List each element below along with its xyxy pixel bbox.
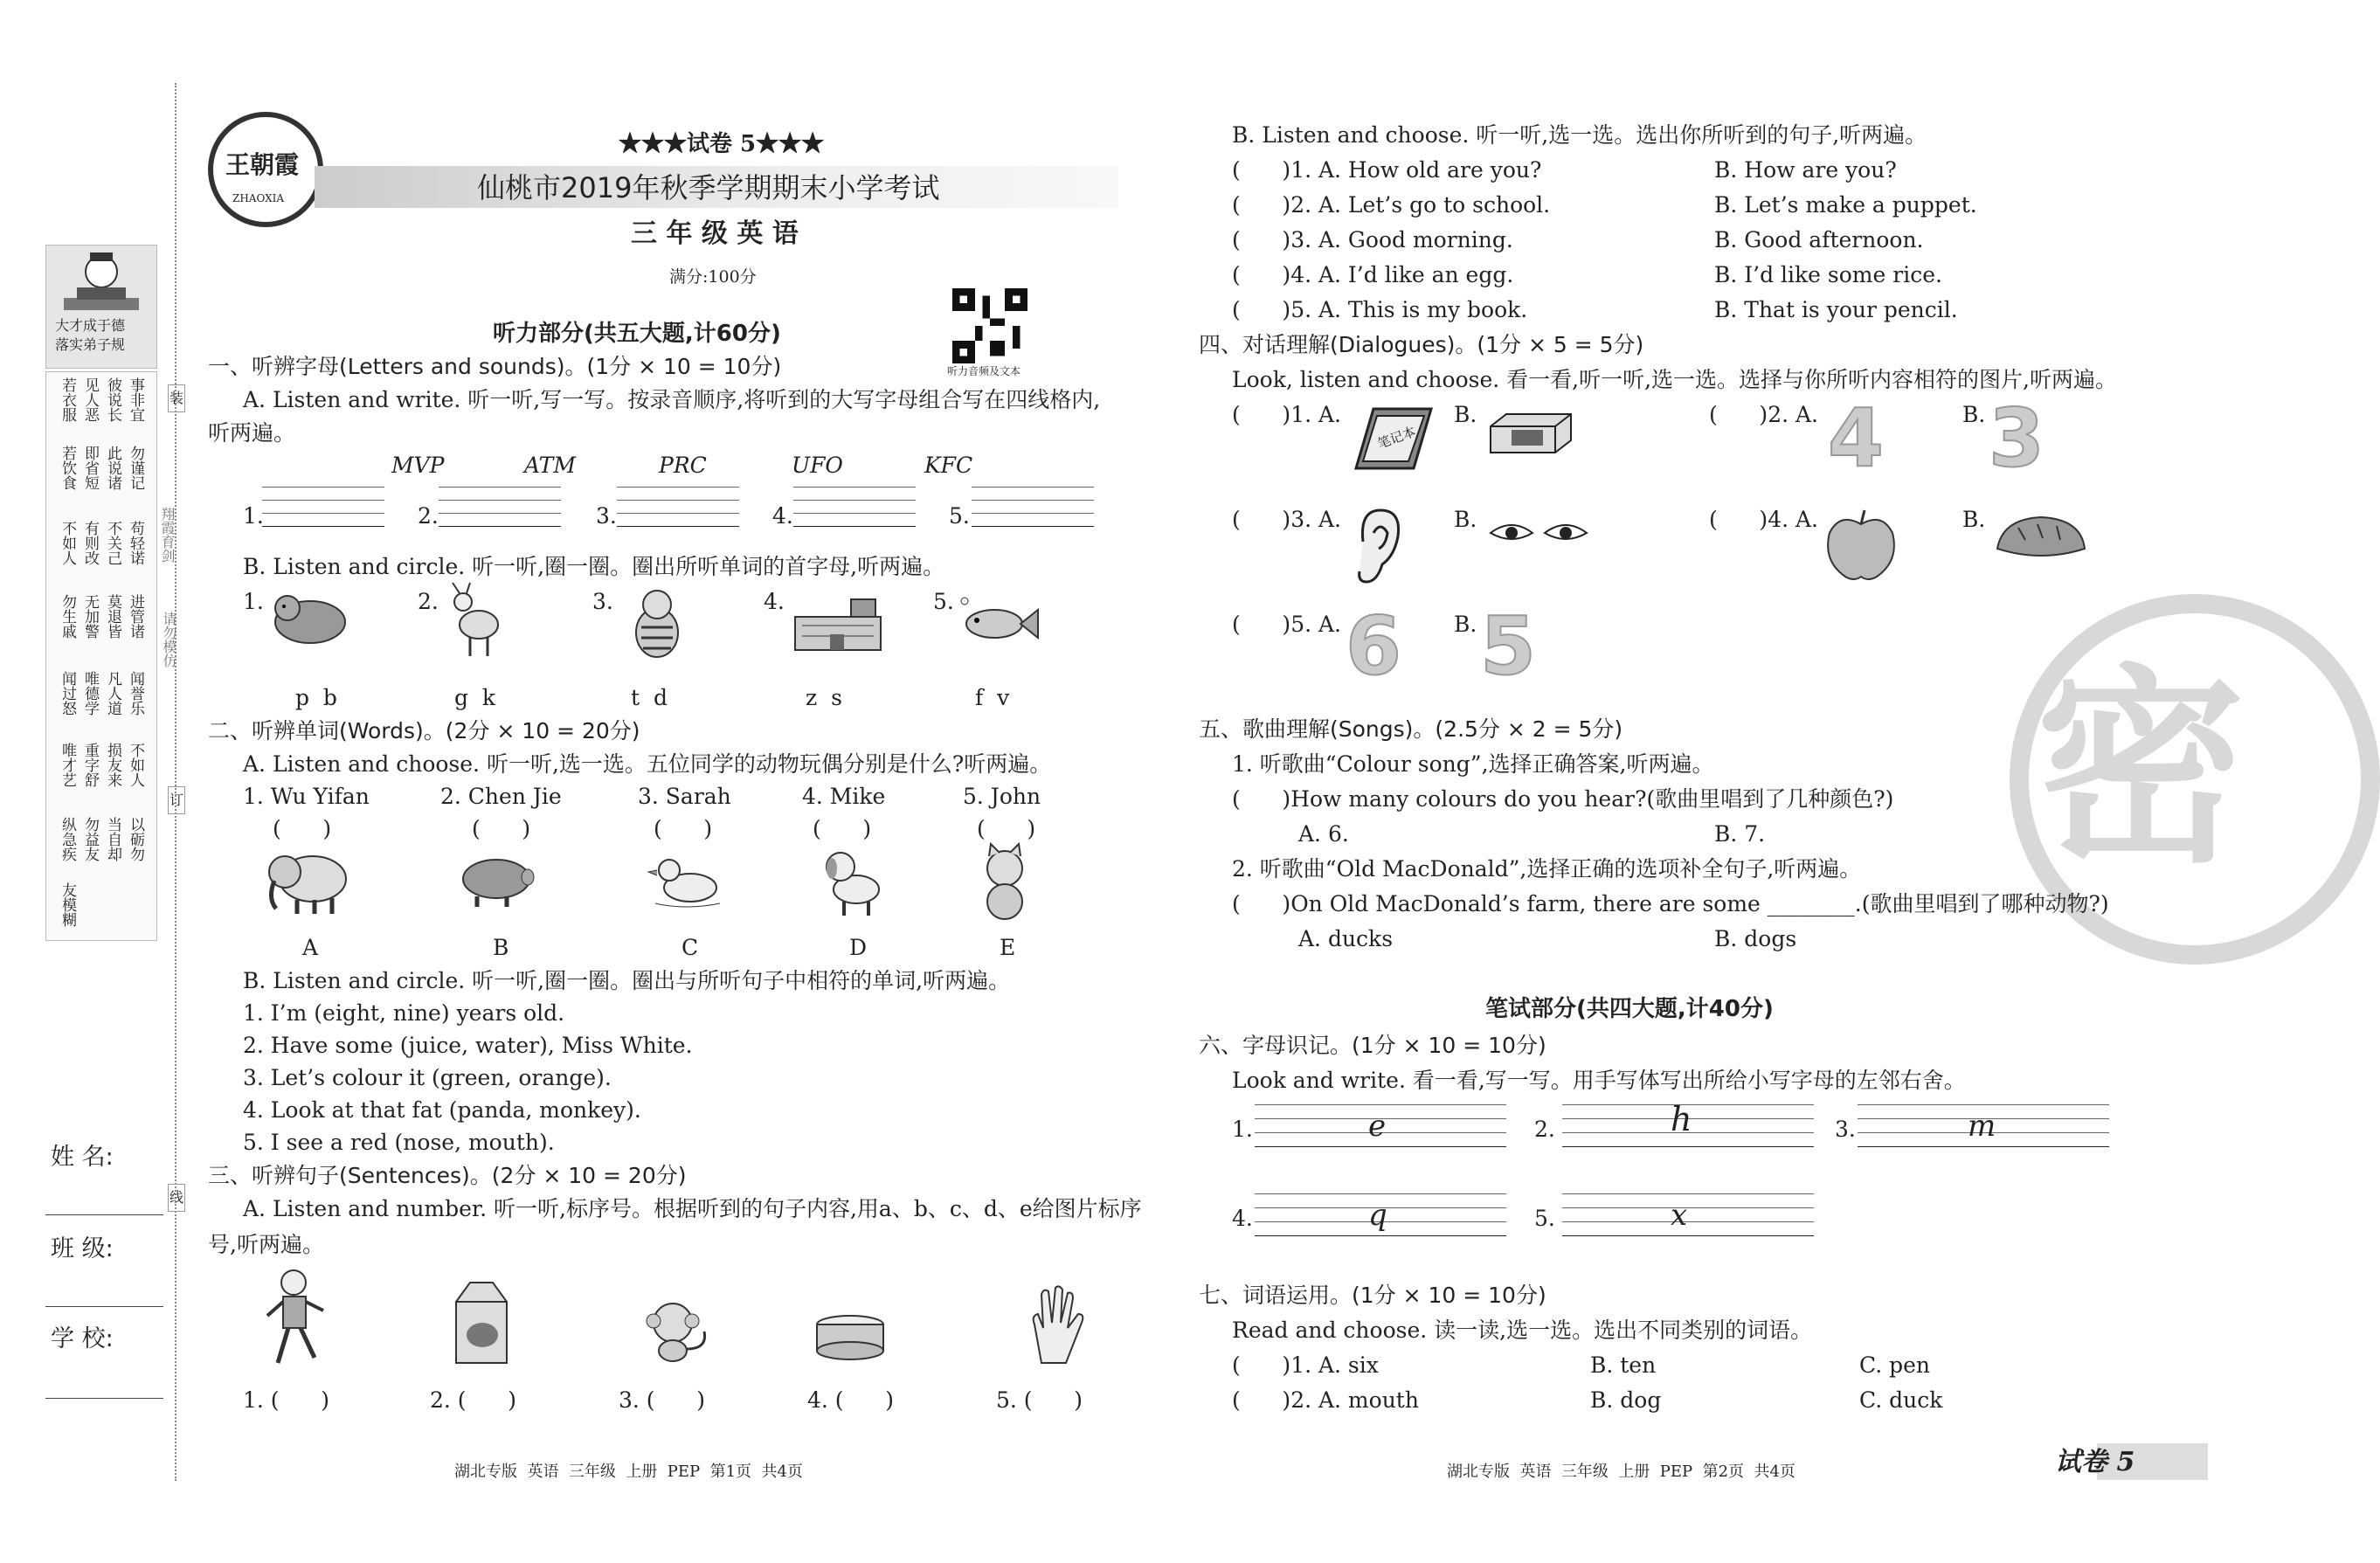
- proverb-12: 苟轻诺: [127, 521, 144, 565]
- abbr-3: PRC: [659, 453, 707, 478]
- proverb-24: 不如人: [127, 743, 144, 787]
- q4-item-2[interactable]: ( )2. A.: [1709, 402, 1818, 427]
- abbr-4: UFO: [792, 453, 843, 478]
- proverb-16: 进管诸: [127, 594, 144, 639]
- boy-running-icon: [262, 1267, 332, 1372]
- q2b-sentence-4: 4. Look at that fat (panda, monkey).: [243, 1097, 641, 1123]
- q7-row-1-b[interactable]: B. ten: [1590, 1352, 1657, 1378]
- book-label: 笔记本: [1375, 423, 1418, 453]
- q3-heading: 三、听辨句子(Sentences)。(2分 × 10 = 20分): [208, 1163, 687, 1188]
- q2b-sentence-1: 1. I’m (eight, nine) years old.: [243, 1000, 565, 1026]
- q5-song-2: 2. 听歌曲“Old MacDonald”,选择正确的选项补全句子,听两遍。: [1232, 856, 1862, 882]
- q6-num-3: 3.: [1835, 1117, 1856, 1142]
- proverb-11: 不关己: [104, 521, 121, 565]
- q2-letter-e: E: [1000, 935, 1016, 960]
- monkey-icon: [638, 1297, 715, 1363]
- cat-icon: [970, 844, 1043, 921]
- ear-icon: [1351, 507, 1403, 585]
- logo-badge: [208, 112, 323, 227]
- q2-letter-d: D: [849, 935, 868, 960]
- proverb-19: 凡人道: [104, 671, 121, 716]
- q1-num-4: 4.: [772, 503, 793, 529]
- q7-row-1-c[interactable]: C. pen: [1859, 1352, 1931, 1378]
- q4-item-3-b: B.: [1454, 507, 1477, 532]
- cut-mark-3: 线: [168, 1184, 185, 1212]
- proverb-25: 纵急疾: [59, 817, 76, 861]
- q7-row-2-c[interactable]: C. duck: [1859, 1387, 1943, 1413]
- q2-paren-5[interactable]: ( ): [977, 816, 1036, 841]
- q3b-row-5-b[interactable]: B. That is your pencil.: [1714, 297, 1958, 322]
- letters-5[interactable]: f v: [975, 685, 1010, 710]
- proverb-5: 若饮食: [59, 446, 76, 490]
- qr-icon: [952, 288, 1027, 363]
- proverb-14: 无加警: [81, 594, 99, 639]
- q6-letter-3: m: [1968, 1109, 1996, 1144]
- q3-num-5[interactable]: 5. ( ): [996, 1387, 1083, 1413]
- motto-line-2: 落实弟子规: [55, 336, 126, 353]
- q2b-sentence-3: 3. Let’s colour it (green, orange).: [243, 1065, 612, 1090]
- q6-instruction: Look and write. 看一看,写一写。用手写体写出所给小写字母的左邻右舍。: [1232, 1068, 1966, 1093]
- q2-letter-a: A: [302, 935, 319, 960]
- number-five-pic: 5: [1480, 599, 1537, 693]
- q2-letter-b: B: [493, 935, 509, 960]
- q3a-instruction-cont: 号,听两遍。: [208, 1232, 324, 1257]
- q2-name-4: 4. Mike: [802, 784, 886, 809]
- proverb-8: 勿谨记: [127, 446, 144, 490]
- q1-num-5: 5.: [949, 503, 970, 529]
- q4-item-1[interactable]: ( )1. A.: [1232, 402, 1341, 427]
- q5-song-2-a[interactable]: A. ducks: [1298, 926, 1394, 951]
- q3b-row-1-b[interactable]: B. How are you?: [1714, 157, 1897, 183]
- q2-name-3: 3. Sarah: [638, 784, 731, 809]
- q1-num-1: 1.: [243, 503, 264, 529]
- letters-4[interactable]: z s: [806, 685, 842, 710]
- q3b-instruction: B. Listen and choose. 听一听,选一选。选出你所听到的句子,听两遍。: [1232, 122, 1927, 148]
- q5-heading: 五、歌曲理解(Songs)。(2.5分 × 2 = 5分): [1199, 716, 1623, 742]
- school-icon: [790, 594, 886, 654]
- writing-title: 笔试部分(共四大题,计40分): [1485, 996, 1774, 1022]
- q2-name-5: 5. John: [963, 784, 1041, 809]
- q6-letter-1: e: [1368, 1109, 1387, 1144]
- q3b-row-1-a[interactable]: ( )1. A. How old are you?: [1232, 157, 1542, 183]
- q3b-row-2-a[interactable]: ( )2. A. Let’s go to school.: [1232, 192, 1551, 218]
- q7-heading: 七、词语运用。(1分 × 10 = 10分): [1199, 1283, 1546, 1308]
- qr-code[interactable]: [952, 288, 1027, 363]
- number-six-pic: 6: [1346, 599, 1402, 693]
- q1b-num-4: 4.: [764, 589, 785, 614]
- q2a-instruction: A. Listen and choose. 听一听,选一选。五位同学的动物玩偶分别是什么?听两遍。: [243, 751, 1052, 777]
- q7-instruction: Read and choose. 读一读,选一选。选出不同类别的词语。: [1232, 1317, 1813, 1343]
- q3-num-3[interactable]: 3. ( ): [619, 1387, 705, 1413]
- qr-caption: 听力音频及文本: [947, 365, 1021, 377]
- q3-num-2[interactable]: 2. ( ): [430, 1387, 516, 1413]
- q1a-instruction-cont: 听两遍。: [208, 420, 296, 446]
- q6-letter-5: x: [1671, 1198, 1688, 1233]
- abbr-2: ATM: [524, 453, 576, 478]
- left-margin: [0, 0, 184, 1563]
- letters-3[interactable]: t d: [631, 685, 668, 710]
- q3b-row-2-b[interactable]: B. Let’s make a puppet.: [1714, 192, 1977, 218]
- hand-icon: [1024, 1284, 1090, 1368]
- q4-heading: 四、对话理解(Dialogues)。(1分 × 5 = 5分): [1199, 332, 1644, 357]
- q5-song-2-b[interactable]: B. dogs: [1714, 926, 1797, 951]
- q1a-instruction: A. Listen and write. 听一听,写一写。按录音顺序,将听到的大写字母组合写在四线格内,: [243, 387, 1101, 412]
- duck-icon: [647, 853, 725, 910]
- q4-item-2-b: B.: [1962, 402, 1986, 427]
- dog-icon: [814, 846, 893, 919]
- proverb-20: 闻誉乐: [127, 671, 144, 716]
- footer-right: 湖北专版 英语 三年级 上册 PEP 第2页 共4页: [1447, 1463, 1795, 1481]
- q4-item-4-b: B.: [1962, 507, 1986, 532]
- paper-number: ★★★试卷 5★★★: [619, 131, 825, 157]
- footer-left: 湖北专版 英语 三年级 上册 PEP 第1页 共4页: [454, 1463, 803, 1481]
- goat-icon: [444, 581, 514, 660]
- q1b-num-5: 5.: [933, 589, 954, 614]
- fish-icon: [956, 594, 1040, 647]
- name-line[interactable]: [45, 1214, 163, 1215]
- proverb-6: 即省短: [81, 446, 99, 490]
- q4-instruction: Look, listen and choose. 看一看,听一听,选一选。选择与你所听内容相符的图片,听两遍。: [1232, 367, 2117, 392]
- q2-heading: 二、听辨单词(Words)。(2分 × 10 = 20分): [208, 718, 640, 743]
- q4-item-5[interactable]: ( )5. A.: [1232, 612, 1341, 637]
- q7-row-2-b[interactable]: B. dog: [1590, 1387, 1662, 1413]
- corner-label: 试卷 5: [2055, 1447, 2135, 1477]
- q3b-row-5-a[interactable]: ( )5. A. This is my book.: [1232, 297, 1528, 322]
- q4-item-3[interactable]: ( )3. A.: [1232, 507, 1341, 532]
- eyes-icon: [1487, 515, 1592, 550]
- notebook-icon: [1351, 404, 1438, 477]
- logo-text: 王朝霞: [225, 150, 300, 179]
- q2-name-1: 1. Wu Yifan: [243, 784, 370, 809]
- q4-item-1-b: B.: [1454, 402, 1477, 427]
- cake-icon: [813, 1312, 888, 1361]
- q7-row-2-a[interactable]: ( )2. A. mouth: [1232, 1387, 1419, 1413]
- q5-song-1-question[interactable]: ( )How many colours do you hear?(歌曲里唱到了几种颜色?): [1232, 786, 1894, 812]
- q6-num-4: 4.: [1232, 1206, 1253, 1231]
- motto-box: [45, 245, 157, 369]
- motto-line-1: 大才成于德: [55, 317, 126, 334]
- q3b-row-4-a[interactable]: ( )4. A. I’d like an egg.: [1232, 262, 1514, 287]
- proverb-18: 唯德学: [81, 671, 99, 716]
- proverb-3: 彼说长: [104, 377, 121, 422]
- full-score: 满分:100分: [669, 267, 757, 287]
- q1b-num-2: 2.: [418, 589, 439, 614]
- q1b-instruction: B. Listen and circle. 听一听,圈一圈。圈出所听单词的首字母,听两遍。: [243, 554, 945, 579]
- school-label: 学 校:: [51, 1325, 114, 1352]
- number-four-pic: 4: [1828, 391, 1885, 485]
- proverb-1: 若衣服: [59, 377, 76, 422]
- letters-2[interactable]: g k: [454, 685, 496, 710]
- q5-song-1-a[interactable]: A. 6.: [1298, 821, 1349, 847]
- proverb-26: 勿益友: [81, 817, 99, 861]
- q6-letter-2: h: [1671, 1100, 1692, 1138]
- exam-subtitle: 三 年 级 英 语: [631, 218, 799, 249]
- q2-name-2: 2. Chen Jie: [440, 784, 562, 809]
- q6-num-1: 1.: [1232, 1117, 1253, 1142]
- q2b-sentence-5: 5. I see a red (nose, mouth).: [243, 1130, 555, 1155]
- exam-title: 仙桃市2019年秋季学期期末小学考试: [477, 171, 940, 204]
- q2-paren-4[interactable]: ( ): [813, 816, 872, 841]
- q2-paren-3[interactable]: ( ): [654, 816, 713, 841]
- proverb-28: 以砺勿: [127, 817, 144, 861]
- letters-1[interactable]: p b: [295, 685, 337, 710]
- cut-mark-2: 订: [168, 786, 185, 814]
- q3-num-4[interactable]: 4. ( ): [807, 1387, 894, 1413]
- class-line[interactable]: [45, 1306, 163, 1307]
- q2-paren-2[interactable]: ( ): [472, 816, 531, 841]
- q1b-num-3: 3.: [592, 589, 613, 614]
- proverb-15: 莫退皆: [104, 594, 121, 639]
- q5-song-1-b[interactable]: B. 7.: [1714, 821, 1766, 847]
- proverb-27: 当自却: [104, 817, 121, 861]
- q1-num-2: 2.: [418, 503, 439, 529]
- elephant-icon: [262, 846, 353, 916]
- number-three-pic: 3: [1989, 391, 2045, 485]
- proverb-23: 损友来: [104, 743, 121, 787]
- q2b-instruction: B. Listen and circle. 听一听,圈一圈。圈出与所听句子中相符的单词,听两遍。: [243, 968, 1011, 993]
- listening-title: 听力部分(共五大题,计60分): [493, 321, 781, 347]
- proverb-7: 此说诸: [104, 446, 121, 490]
- q3b-row-4-b[interactable]: B. I’d like some rice.: [1714, 262, 1942, 287]
- proverb-21: 唯才艺: [59, 743, 76, 787]
- q3a-instruction: A. Listen and number. 听一听,标序号。根据听到的句子内容,用a、b、c、d、e给图片标序: [243, 1196, 1142, 1221]
- proverb-2: 见人恶: [81, 377, 99, 422]
- q3-num-1[interactable]: 1. ( ): [243, 1387, 329, 1413]
- apple-icon: [1823, 507, 1899, 582]
- q3b-row-3-a[interactable]: ( )3. A. Good morning.: [1232, 227, 1513, 252]
- proverb-17: 闻过怒: [59, 671, 76, 716]
- proverb-13: 勿生戚: [59, 594, 76, 639]
- margin-top-line: [175, 83, 177, 1481]
- q7-row-1-a[interactable]: ( )1. A. six: [1232, 1352, 1379, 1378]
- milk-icon: [447, 1279, 515, 1366]
- proverb-10: 有则改: [81, 521, 99, 565]
- q5-song-2-question[interactable]: ( )On Old MacDonald’s farm, there are some ________.(歌曲里唱到了哪种动物?): [1232, 891, 2109, 916]
- class-label: 班 级:: [51, 1235, 114, 1262]
- tiger-icon: [620, 584, 694, 664]
- eraser-icon: [1485, 409, 1576, 458]
- q4-item-4[interactable]: ( )4. A.: [1709, 507, 1818, 532]
- q3b-row-3-b[interactable]: B. Good afternoon.: [1714, 227, 1924, 252]
- q6-num-2: 2.: [1534, 1117, 1555, 1142]
- q5-song-1: 1. 听歌曲“Colour song”,选择正确答案,听两遍。: [1232, 751, 1714, 777]
- q2b-sentence-2: 2. Have some (juice, water), Miss White.: [243, 1033, 693, 1058]
- q1-heading: 一、听辨字母(Letters and sounds)。(1分 × 10 = 10分): [208, 354, 782, 379]
- pig-icon: [454, 851, 538, 909]
- logo-sub: ZHAOXIA: [232, 192, 285, 204]
- q1b-num-1: 1.: [243, 589, 264, 614]
- proverb-29: 友模糊: [59, 882, 76, 927]
- q1-num-3: 3.: [596, 503, 617, 529]
- name-label: 姓 名:: [51, 1144, 114, 1171]
- bread-icon: [1994, 514, 2088, 563]
- q6-letter-4: q: [1368, 1198, 1387, 1233]
- proverb-22: 重字舒: [81, 743, 99, 787]
- q4-item-5-b: B.: [1454, 612, 1477, 637]
- q6-num-5: 5.: [1534, 1206, 1555, 1231]
- cut-mark-1: 装: [168, 384, 185, 412]
- watermark-text: 密: [2036, 647, 2246, 891]
- proverb-9: 不如人: [59, 521, 76, 565]
- q6-heading: 六、字母识记。(1分 × 10 = 10分): [1199, 1033, 1546, 1058]
- q2-letter-c: C: [681, 935, 699, 960]
- abbr-5: KFC: [924, 453, 973, 478]
- seal-label: 翔霞育剑: [159, 507, 176, 563]
- school-line[interactable]: [45, 1398, 163, 1399]
- proverb-4: 事非宜: [127, 377, 144, 422]
- bear-icon: [266, 585, 354, 648]
- abbr-1: MVP: [391, 453, 445, 478]
- side-text: 请勿模仿: [161, 612, 177, 667]
- q2-paren-1[interactable]: ( ): [273, 816, 332, 841]
